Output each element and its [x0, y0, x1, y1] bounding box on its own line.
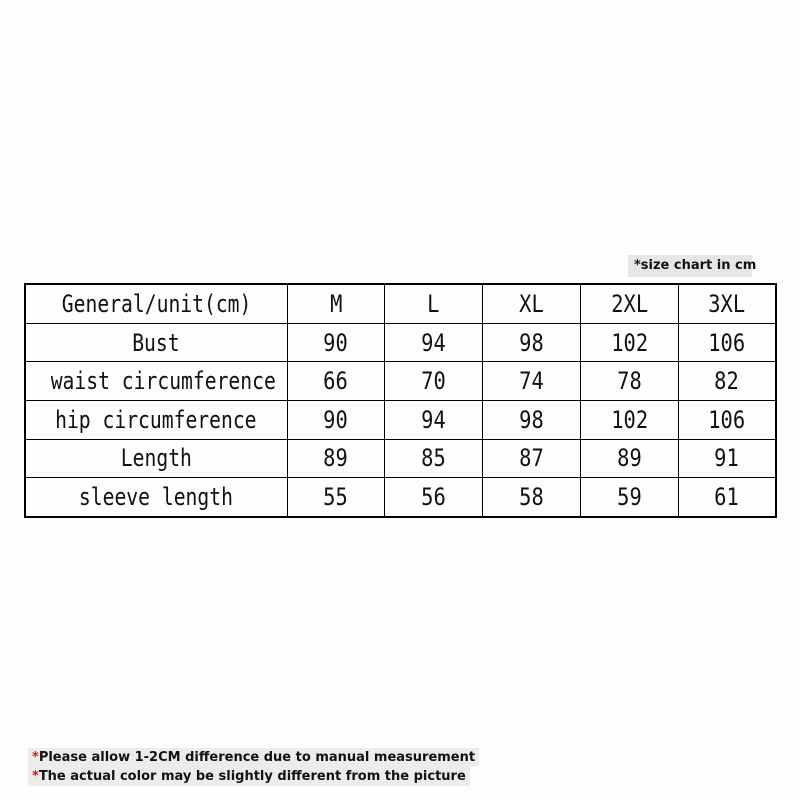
table-cell: 82 — [678, 362, 776, 401]
table-cell: 90 — [287, 323, 385, 362]
table-row — [25, 362, 776, 401]
table-cell: 56 — [385, 478, 483, 517]
table-cell: 59 — [580, 478, 678, 517]
footnote-text: Please allow 1-2CM difference due to manual measurement — [38, 750, 476, 765]
asterisk-mark: * — [32, 750, 39, 765]
table-row — [25, 439, 776, 478]
table-cell: 94 — [385, 323, 483, 362]
table-cell: 102 — [580, 400, 678, 439]
table-cell: 89 — [580, 439, 678, 478]
table-cell: 106 — [678, 400, 776, 439]
table-header-row — [25, 284, 776, 323]
unit-note: *size chart in cm — [628, 255, 752, 277]
row-label: hip circumference — [25, 400, 287, 439]
table-cell: 61 — [678, 478, 776, 517]
table-cell: 90 — [287, 400, 385, 439]
table-cell: 85 — [385, 439, 483, 478]
header-cell-size: M — [287, 284, 385, 323]
table-row — [25, 400, 776, 439]
size-chart-table — [24, 283, 777, 518]
table-cell: 94 — [385, 400, 483, 439]
row-label: Length — [25, 439, 287, 478]
row-label: Bust — [25, 323, 287, 362]
table-cell: 91 — [678, 439, 776, 478]
header-cell-size: L — [385, 284, 483, 323]
table-cell: 102 — [580, 323, 678, 362]
header-cell-size: 2XL — [580, 284, 678, 323]
footnote-color — [28, 767, 470, 786]
table-row — [25, 323, 776, 362]
table-cell: 66 — [287, 362, 385, 401]
footnote-text: The actual color may be slightly different from the picture — [38, 769, 466, 784]
footnotes — [28, 748, 479, 786]
row-label: sleeve length — [25, 478, 287, 517]
table-cell: 70 — [385, 362, 483, 401]
row-label: waist circumference — [25, 362, 287, 401]
table-cell: 98 — [483, 400, 581, 439]
table-cell: 78 — [580, 362, 678, 401]
header-cell-size: 3XL — [678, 284, 776, 323]
table-cell: 89 — [287, 439, 385, 478]
table-cell: 74 — [483, 362, 581, 401]
asterisk-mark: * — [32, 769, 39, 784]
table-cell: 58 — [483, 478, 581, 517]
table-cell: 106 — [678, 323, 776, 362]
footnote-measurement — [28, 748, 479, 767]
table-cell: 87 — [483, 439, 581, 478]
header-cell-size: XL — [483, 284, 581, 323]
header-cell-unit: General/unit(cm) — [25, 284, 287, 323]
table-cell: 55 — [287, 478, 385, 517]
table-row — [25, 478, 776, 517]
table-cell: 98 — [483, 323, 581, 362]
